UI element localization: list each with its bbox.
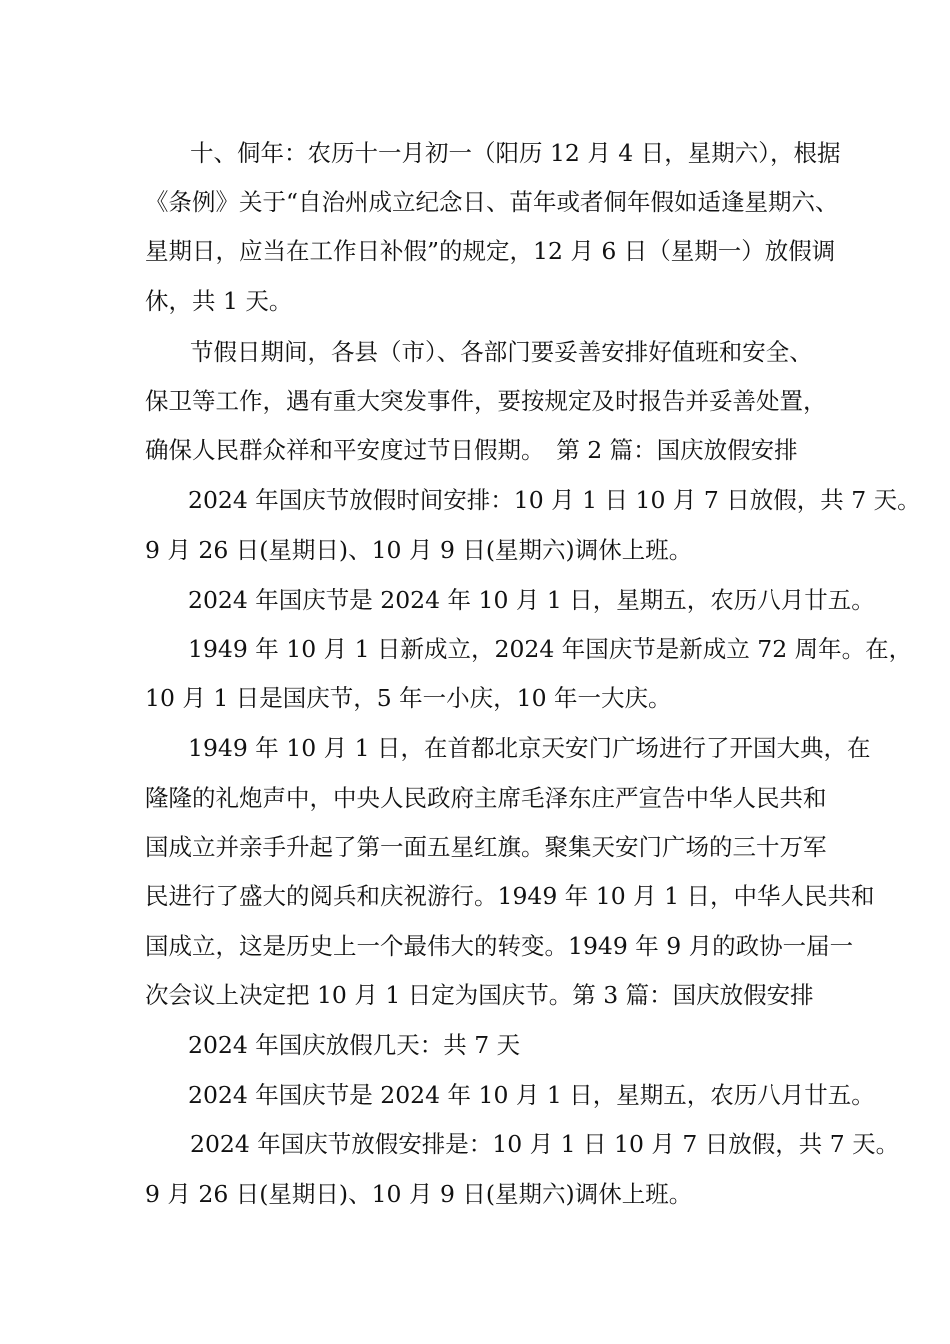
text-line: 9 月 26 日(星期日)、10 月 9 日(星期六)调休上班。 [145,536,693,564]
text-line: 民进行了盛大的阅兵和庆祝游行。1949 年 10 月 1 日，中华人民共和 [145,882,875,910]
text-line: 国成立并亲手升起了第一面五星红旗。聚集天安门广场的三十万军 [145,833,827,861]
text-line: 《条例》关于“自治州成立纪念日、苗年或者侗年假如适逢星期六、 [145,188,839,216]
text-line: 2024 年国庆节是 2024 年 10 月 1 日，星期五，农历八月廿五。 [188,1081,875,1109]
text-line: 节假日期间，各县（市）、各部门要妥善安排好值班和安全、 [190,338,813,366]
text-line: 休，共 1 天。 [145,287,293,315]
text-line: 9 月 26 日(星期日)、10 月 9 日(星期六)调休上班。 [145,1180,693,1208]
text-line: 十、侗年：农历十一月初一（阳历 12 月 4 日，星期六），根据 [190,139,841,167]
text-line: 保卫等工作，遇有重大突发事件，要按规定及时报告并妥善处置， [145,387,827,415]
text-line: 次会议上决定把 10 月 1 日定为国庆节。第 3 篇：国庆放假安排 [145,981,814,1009]
text-line: 国成立，这是历史上一个最伟大的转变。1949 年 9 月的政协一届一 [145,932,854,960]
text-line: 1949 年 10 月 1 日，在首都北京天安门广场进行了开国大典，在 [188,734,871,762]
text-line: 1949 年 10 月 1 日新成立，2024 年国庆节是新成立 72 周年。在， [188,635,913,663]
text-line: 星期日，应当在工作日补假”的规定，12 月 6 日（星期一）放假调 [145,237,836,265]
text-line: 确保人民群众祥和平安度过节日假期。 第 2 篇：国庆放假安排 [145,436,798,464]
text-line: 2024 年国庆放假几天：共 7 天 [188,1031,521,1059]
text-line: 2024 年国庆节放假时间安排：10 月 1 日 10 月 7 日放假，共 7 天。 [188,486,921,514]
text-line: 2024 年国庆节放假安排是：10 月 1 日 10 月 7 日放假，共 7 天。 [190,1130,900,1158]
text-line: 10 月 1 日是国庆节，5 年一小庆，10 年一大庆。 [145,684,672,712]
text-line: 隆隆的礼炮声中，中央人民政府主席毛泽东庄严宣告中华人民共和 [145,784,827,812]
text-line: 2024 年国庆节是 2024 年 10 月 1 日，星期五，农历八月廿五。 [188,586,875,614]
